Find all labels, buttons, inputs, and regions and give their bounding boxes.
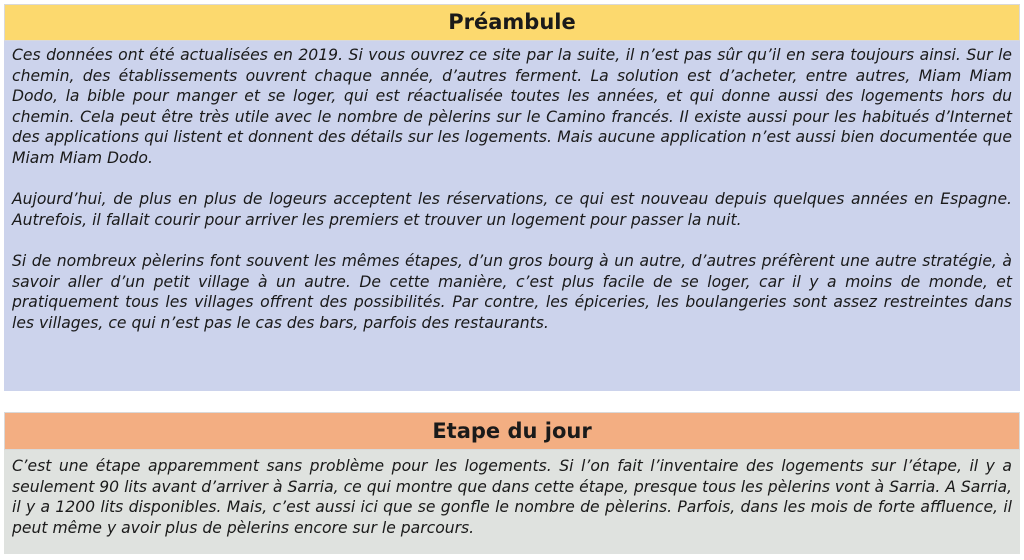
etape-header xyxy=(4,412,1020,450)
preambule-body xyxy=(4,41,1020,391)
etape-title: Etape du jour xyxy=(432,419,592,443)
preambule-title: Préambule xyxy=(448,10,576,34)
preambule-paragraph-1: Ces données ont été actualisées en 2019. Si vous ouvrez ce site par la suite, il n’est pas sûr qu’il en sera toujours ainsi. Sur le chemin, des établissements ouvrent chaque année, d’autres ferment. La solution est d’acheter, entre autres, Miam Miam Dodo, la bible pour manger et se loger, qui est réactualisée toutes les années, et qui donne aussi des logements hors du chemin. Cela peut être très utile avec le nombre de pèlerins sur le Camino francés. Il existe aussi pour les habitués d’Internet des applications qui listent et donnent des détails sur les logements. Mais aucune application n’est aussi bien documentée que Miam Miam Dodo. xyxy=(12,46,1012,167)
etape-body xyxy=(4,450,1020,554)
preambule-header xyxy=(4,4,1020,41)
etape-paragraph-1: C’est une étape apparemment sans problème pour les logements. Si l’on fait l’inventaire des logements sur l’étape, il y a seulement 90 lits avant d’arriver à Sarria, ce qui montre que dans cette étape, presque tous les pèlerins vont à Sarria. A Sarria, il y a 1200 lits disponibles. Mais, c’est aussi ici que se gonfle le nombre de pèlerins. Parfois, dans les mois de forte affluence, il peut même y avoir plus de pèlerins encore sur le parcours. xyxy=(12,457,1012,537)
preambule-paragraph-2: Aujourd’hui, de plus en plus de logeurs acceptent les réservations, ce qui est nouveau depuis quelques années en Espagne. Autrefois, il fallait courir pour arriver les premiers et trouver un logement pour passer la nuit. xyxy=(12,190,1012,229)
preambule-paragraph-3: Si de nombreux pèlerins font souvent les mêmes étapes, d’un gros bourg à un autre, d’autres préfèrent une autre stratégie, à savoir aller d’un petit village à un autre. De cette manière, c’est plus facile de se loger, car il y a moins de monde, et pratiquement tous les villages offrent des possibilités. Par contre, les épiceries, les boulangeries sont assez restreintes dans les villages, ce qui n’est pas le cas des bars, parfois des restaurants. xyxy=(12,251,1012,332)
